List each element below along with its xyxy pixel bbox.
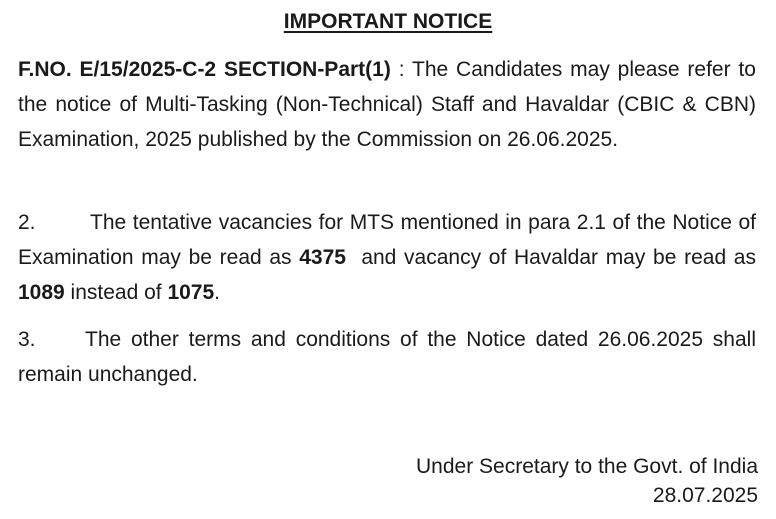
paragraph-1-text: : The Candidates may please refer to the notice of Multi-Tasking (Non-Technical) Staff and Havaldar (CBIC & CBN) Examination, 2025 published by the Commission on 26.06.2025. <box>18 58 756 151</box>
paragraph-3-text: The other terms and conditions of the Notice dated 26.06.2025 shall remain unchanged. <box>18 328 756 386</box>
paragraph-2-text-b: and vacancy of Havaldar may be read as <box>345 246 762 269</box>
paragraph-2-text-d: . <box>214 281 221 304</box>
paragraph-3-number: 3. <box>18 328 36 351</box>
paragraph-1 <box>18 52 756 157</box>
paragraph-2-number: 2. <box>18 211 36 234</box>
signature-block <box>416 452 758 510</box>
paragraph-3 <box>18 322 756 392</box>
notice-date: 28.07.2025 <box>652 484 758 507</box>
notice-title: IMPORTANT NOTICE <box>283 10 493 33</box>
mts-vacancy: 4375 <box>299 246 346 269</box>
signatory-designation: Under Secretary to the Govt. of India <box>415 455 758 478</box>
old-vacancy: 1075 <box>167 281 215 304</box>
paragraph-2-text-a: The tentative vacancies for MTS mentioned in para 2.1 of the Notice of Examination may be read as <box>18 211 756 269</box>
file-number: F.NO. E/15/2025-C-2 SECTION-Part(1) <box>18 58 391 81</box>
havaldar-vacancy: 1089 <box>18 281 65 304</box>
paragraph-2 <box>18 205 762 310</box>
paragraph-2-text-c: instead of <box>64 281 168 304</box>
